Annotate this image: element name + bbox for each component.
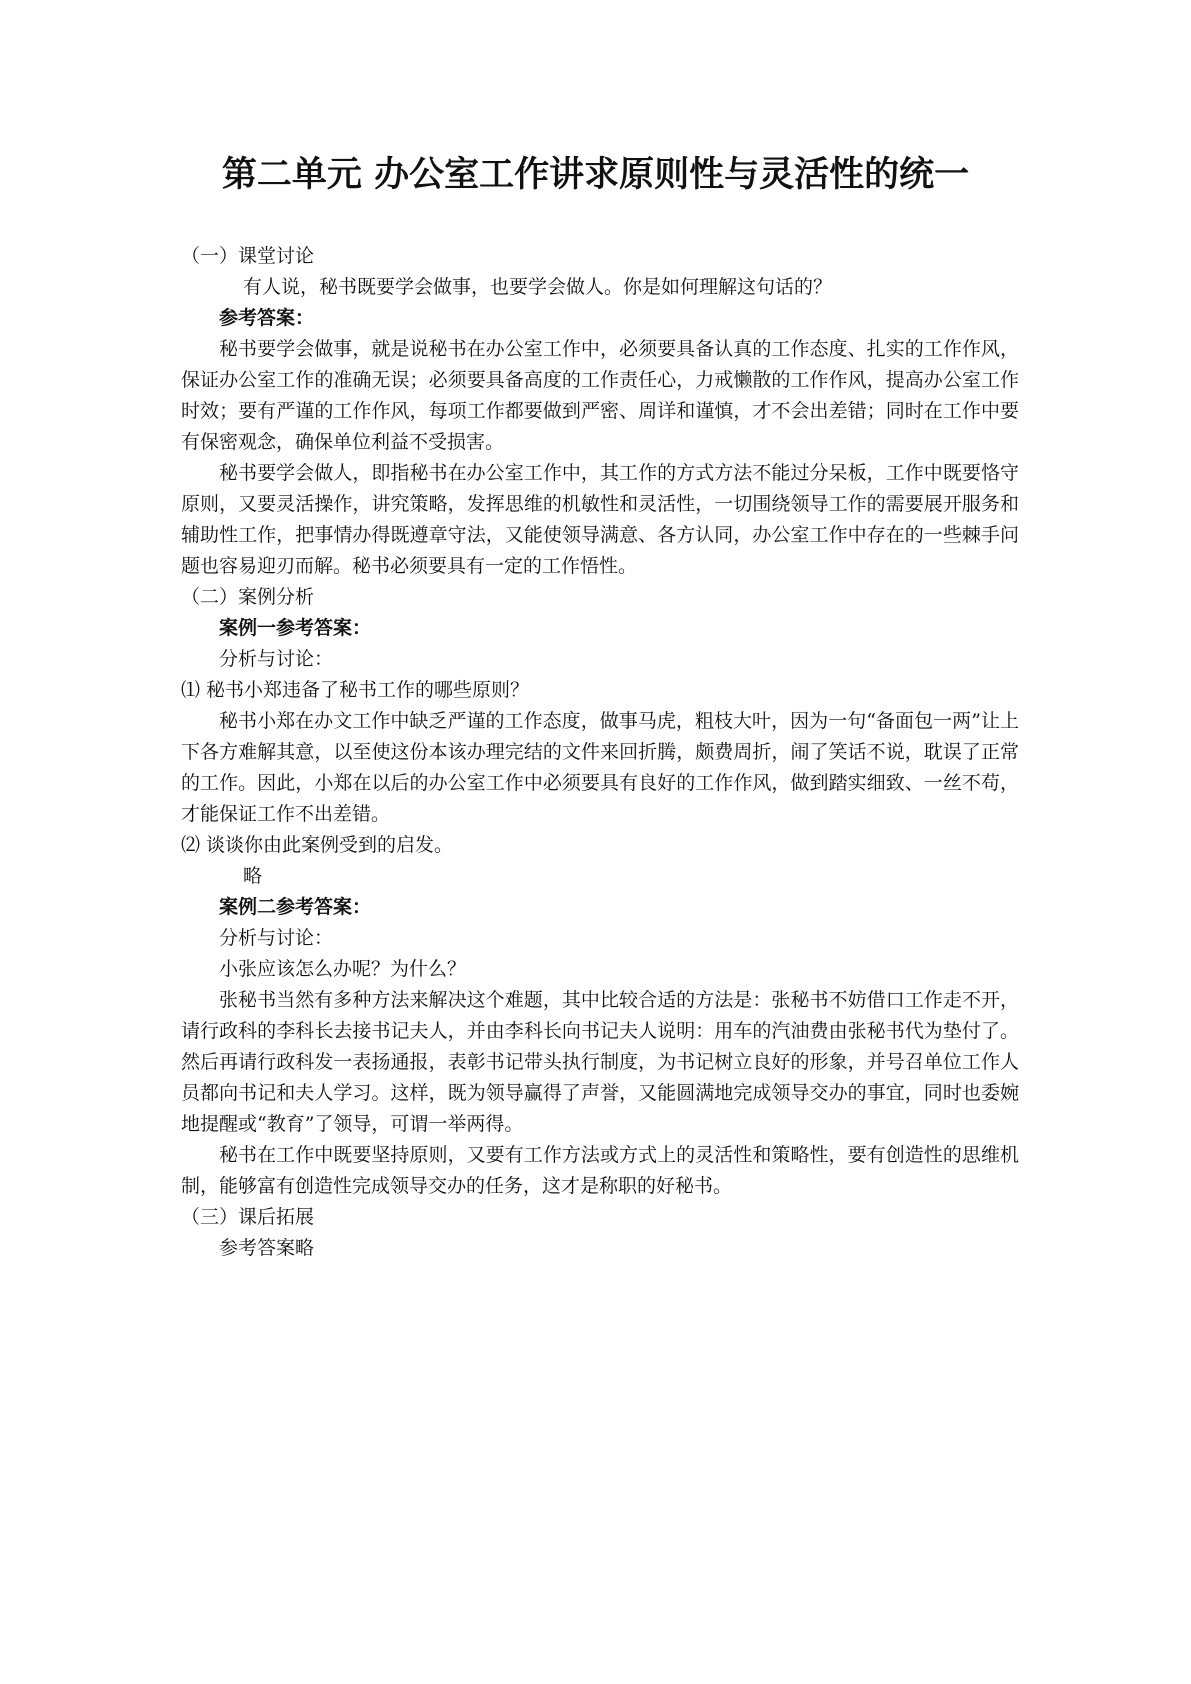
section-heading-after-class-extension: （三）课后拓展 — [181, 1206, 315, 1228]
after-class-answer: 参考答案略 — [219, 1237, 315, 1259]
document-body — [181, 241, 1019, 1264]
case2-answer-2: 秘书在工作中既要坚持原则，又要有工作方法或方式上的灵活性和策略性，要有创造性的思维机制，能够富有创造性完成领导交办的任务，这才是称职的好秘书。 — [181, 1144, 1019, 1197]
case2-answer-1: 张秘书当然有多种方法来解决这个难题，其中比较合适的方法是：张秘书不妨借口工作走不开，请行政科的李科长去接书记夫人，并由李科长向书记夫人说明：用车的汽油费由张秘书代为垫付了。然后再请行政科发一表扬通报，表彰书记带头执行制度，为书记树立良好的形象，并号召单位工作人员都向书记和夫人学习。这样，既为领导赢得了声誉，又能圆满地完成领导交办的事宜，同时也委婉地提醒或“教育”了领导，可谓一举两得。 — [181, 989, 1019, 1135]
section-heading-case-analysis: （二）案例分析 — [181, 586, 315, 608]
page-title: 第二单元 办公室工作讲求原则性与灵活性的统一 — [221, 154, 970, 195]
case1-answer-label: 案例一参考答案： — [219, 617, 372, 639]
case1-answer-2: 略 — [243, 865, 263, 887]
discussion-question: 有人说，秘书既要学会做事，也要学会做人。你是如何理解这句话的？ — [243, 276, 833, 298]
case1-question-2: ⑵ 谈谈你由此案例受到的启发。 — [181, 834, 454, 856]
section-heading-classroom-discussion: （一）课堂讨论 — [181, 245, 315, 267]
case2-discuss-label: 分析与讨论： — [219, 927, 334, 949]
case2-question: 小张应该怎么办呢？为什么？ — [219, 958, 467, 980]
case2-answer-label: 案例二参考答案： — [219, 896, 372, 918]
case1-question-1: ⑴ 秘书小郑违备了秘书工作的哪些原则？ — [181, 679, 530, 701]
answer-label: 参考答案： — [219, 307, 315, 329]
answer-paragraph-being-person: 秘书要学会做人，即指秘书在办公室工作中，其工作的方式方法不能过分呆板，工作中既要恪守原则，又要灵活操作，讲究策略，发挥思维的机敏性和灵活性，一切围绕领导工作的需要展开服务和辅助性工作，把事情办得既遵章守法，又能使领导满意、各方认同，办公室工作中存在的一些棘手问题也容易迎刃而解。秘书必须要具有一定的工作悟性。 — [181, 462, 1019, 577]
case1-answer-1: 秘书小郑在办文工作中缺乏严谨的工作态度，做事马虎，粗枝大叶，因为一句“备面包一两”让上下各方难解其意，以至使这份本该办理完结的文件来回折腾，颇费周折，闹了笑话不说，耽误了正常的工作。因此，小郑在以后的办公室工作中必须要具有良好的工作作风，做到踏实细致、一丝不苟，才能保证工作不出差错。 — [181, 710, 1019, 825]
case1-discuss-label: 分析与讨论： — [219, 648, 334, 670]
answer-paragraph-doing-things: 秘书要学会做事，就是说秘书在办公室工作中，必须要具备认真的工作态度、扎实的工作作风，保证办公室工作的准确无误；必须要具备高度的工作责任心，力戒懒散的工作作风，提高办公室工作时效；要有严谨的工作作风，每项工作都要做到严密、周详和谨慎，才不会出差错；同时在工作中要有保密观念，确保单位利益不受损害。 — [181, 338, 1019, 453]
